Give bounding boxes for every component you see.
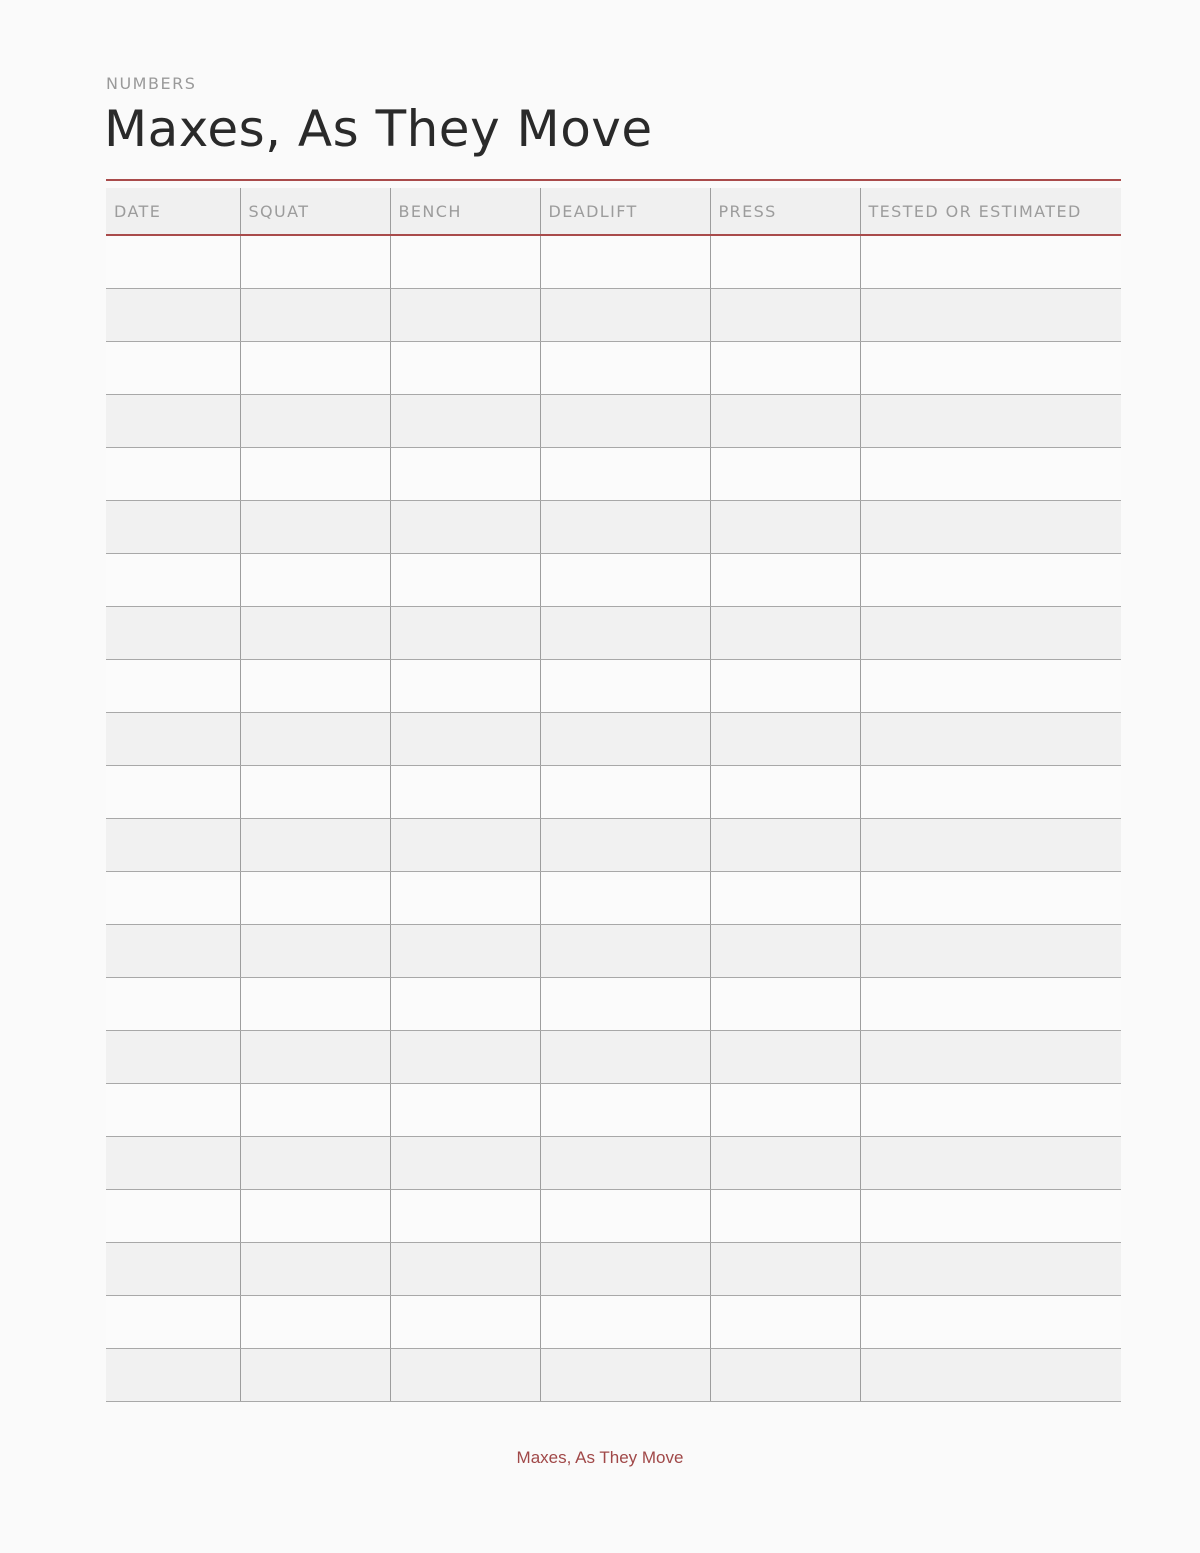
table-cell — [106, 1296, 240, 1349]
table-cell — [710, 1349, 860, 1402]
column-header-deadlift: DEADLIFT — [540, 188, 710, 235]
table-row — [106, 978, 1121, 1031]
table-cell — [710, 1084, 860, 1137]
table-cell — [860, 1190, 1121, 1243]
table-cell — [240, 660, 390, 713]
table-cell — [390, 289, 540, 342]
table-row — [106, 1296, 1121, 1349]
table-cell — [240, 607, 390, 660]
table-cell — [240, 235, 390, 289]
table-cell — [106, 395, 240, 448]
table-cell — [390, 1137, 540, 1190]
table-cell — [240, 342, 390, 395]
table-cell — [860, 660, 1121, 713]
table-cell — [540, 1084, 710, 1137]
page-eyebrow: NUMBERS — [106, 74, 197, 93]
table-row — [106, 1031, 1121, 1084]
table-cell — [860, 766, 1121, 819]
table-row — [106, 1243, 1121, 1296]
table-cell — [860, 1349, 1121, 1402]
table-cell — [240, 713, 390, 766]
table-cell — [106, 925, 240, 978]
table-cell — [710, 289, 860, 342]
table-cell — [390, 1296, 540, 1349]
column-header-date: DATE — [106, 188, 240, 235]
table-cell — [710, 448, 860, 501]
table-cell — [860, 501, 1121, 554]
table-cell — [540, 1243, 710, 1296]
table-row — [106, 607, 1121, 660]
table-row — [106, 925, 1121, 978]
table-cell — [106, 872, 240, 925]
table-cell — [106, 448, 240, 501]
column-header-squat: SQUAT — [240, 188, 390, 235]
table-cell — [710, 1190, 860, 1243]
table-cell — [240, 501, 390, 554]
table-cell — [106, 554, 240, 607]
table-cell — [106, 978, 240, 1031]
table-cell — [106, 713, 240, 766]
table-cell — [540, 766, 710, 819]
table-cell — [540, 501, 710, 554]
table-row — [106, 1190, 1121, 1243]
table-row — [106, 713, 1121, 766]
column-header-tested-or-estimated: TESTED OR ESTIMATED — [860, 188, 1121, 235]
table-cell — [860, 342, 1121, 395]
table-cell — [390, 713, 540, 766]
table-cell — [240, 1349, 390, 1402]
table-cell — [240, 1084, 390, 1137]
table-cell — [710, 819, 860, 872]
table-body — [106, 235, 1121, 1402]
table-cell — [710, 925, 860, 978]
table-cell — [240, 554, 390, 607]
table-cell — [540, 554, 710, 607]
table-row — [106, 289, 1121, 342]
table-cell — [390, 819, 540, 872]
table-cell — [106, 607, 240, 660]
table-cell — [106, 660, 240, 713]
table-cell — [710, 660, 860, 713]
table-row — [106, 448, 1121, 501]
table-cell — [106, 235, 240, 289]
table-cell — [106, 1243, 240, 1296]
table-cell — [106, 766, 240, 819]
table-cell — [240, 872, 390, 925]
table-cell — [540, 607, 710, 660]
table-cell — [540, 395, 710, 448]
table-cell — [240, 1031, 390, 1084]
table-cell — [540, 1296, 710, 1349]
maxes-log-table — [106, 188, 1121, 1402]
table-cell — [540, 1349, 710, 1402]
table-cell — [860, 554, 1121, 607]
table-cell — [106, 1137, 240, 1190]
table-row — [106, 872, 1121, 925]
table-cell — [390, 501, 540, 554]
table-cell — [240, 1243, 390, 1296]
table-cell — [390, 766, 540, 819]
table-cell — [710, 1243, 860, 1296]
table-row — [106, 554, 1121, 607]
table-cell — [860, 1137, 1121, 1190]
table-cell — [540, 342, 710, 395]
table-row — [106, 1137, 1121, 1190]
table-cell — [710, 1296, 860, 1349]
table-cell — [710, 1031, 860, 1084]
table-cell — [710, 978, 860, 1031]
table-cell — [390, 872, 540, 925]
table-cell — [540, 660, 710, 713]
table-cell — [860, 289, 1121, 342]
table-cell — [390, 342, 540, 395]
table-cell — [106, 1349, 240, 1402]
table-cell — [540, 1190, 710, 1243]
table-cell — [240, 1296, 390, 1349]
table-cell — [106, 1084, 240, 1137]
table-cell — [540, 978, 710, 1031]
table-cell — [106, 289, 240, 342]
table-cell — [390, 925, 540, 978]
table-cell — [860, 713, 1121, 766]
table-cell — [860, 819, 1121, 872]
table-cell — [860, 395, 1121, 448]
table-row — [106, 660, 1121, 713]
table-cell — [240, 925, 390, 978]
table-cell — [710, 342, 860, 395]
table-cell — [390, 1031, 540, 1084]
table-cell — [540, 1137, 710, 1190]
table-cell — [106, 819, 240, 872]
table-row — [106, 1349, 1121, 1402]
table-cell — [540, 448, 710, 501]
page-footer: Maxes, As They Move — [516, 1448, 684, 1467]
table-cell — [710, 872, 860, 925]
table-cell — [860, 235, 1121, 289]
table-cell — [240, 1137, 390, 1190]
table-cell — [240, 819, 390, 872]
table-cell — [390, 1190, 540, 1243]
table-header-row — [106, 188, 1121, 235]
table-cell — [106, 501, 240, 554]
table-cell — [710, 501, 860, 554]
table-cell — [106, 342, 240, 395]
table-cell — [540, 289, 710, 342]
table-cell — [390, 1243, 540, 1296]
table-cell — [540, 235, 710, 289]
table-cell — [860, 872, 1121, 925]
table-cell — [390, 1349, 540, 1402]
table-cell — [860, 607, 1121, 660]
table-cell — [390, 1084, 540, 1137]
table-cell — [390, 395, 540, 448]
table-cell — [860, 925, 1121, 978]
table-row — [106, 501, 1121, 554]
table-cell — [710, 1137, 860, 1190]
table-cell — [240, 766, 390, 819]
table-row — [106, 819, 1121, 872]
table-cell — [860, 978, 1121, 1031]
table-row — [106, 395, 1121, 448]
column-header-press: PRESS — [710, 188, 860, 235]
column-header-bench: BENCH — [390, 188, 540, 235]
table-row — [106, 342, 1121, 395]
page-title: Maxes, As They Move — [104, 100, 653, 158]
table-cell — [710, 235, 860, 289]
table-cell — [540, 713, 710, 766]
table-cell — [390, 235, 540, 289]
table-cell — [390, 554, 540, 607]
table-cell — [106, 1190, 240, 1243]
table-cell — [710, 607, 860, 660]
table-cell — [390, 448, 540, 501]
table-cell — [540, 872, 710, 925]
table-cell — [860, 1084, 1121, 1137]
table-cell — [860, 1031, 1121, 1084]
table-cell — [240, 978, 390, 1031]
table-row — [106, 235, 1121, 289]
table-cell — [710, 395, 860, 448]
table-cell — [240, 289, 390, 342]
table-cell — [710, 554, 860, 607]
table-cell — [390, 978, 540, 1031]
table-cell — [860, 448, 1121, 501]
table-cell — [540, 1031, 710, 1084]
table-row — [106, 766, 1121, 819]
table-cell — [390, 660, 540, 713]
table-cell — [860, 1243, 1121, 1296]
table-cell — [860, 1296, 1121, 1349]
table-cell — [240, 395, 390, 448]
table-row — [106, 1084, 1121, 1137]
table-cell — [240, 448, 390, 501]
table-cell — [540, 819, 710, 872]
table-cell — [390, 607, 540, 660]
table-cell — [710, 713, 860, 766]
table-cell — [240, 1190, 390, 1243]
table-cell — [710, 766, 860, 819]
table-cell — [106, 1031, 240, 1084]
title-rule — [106, 179, 1121, 181]
table-cell — [540, 925, 710, 978]
